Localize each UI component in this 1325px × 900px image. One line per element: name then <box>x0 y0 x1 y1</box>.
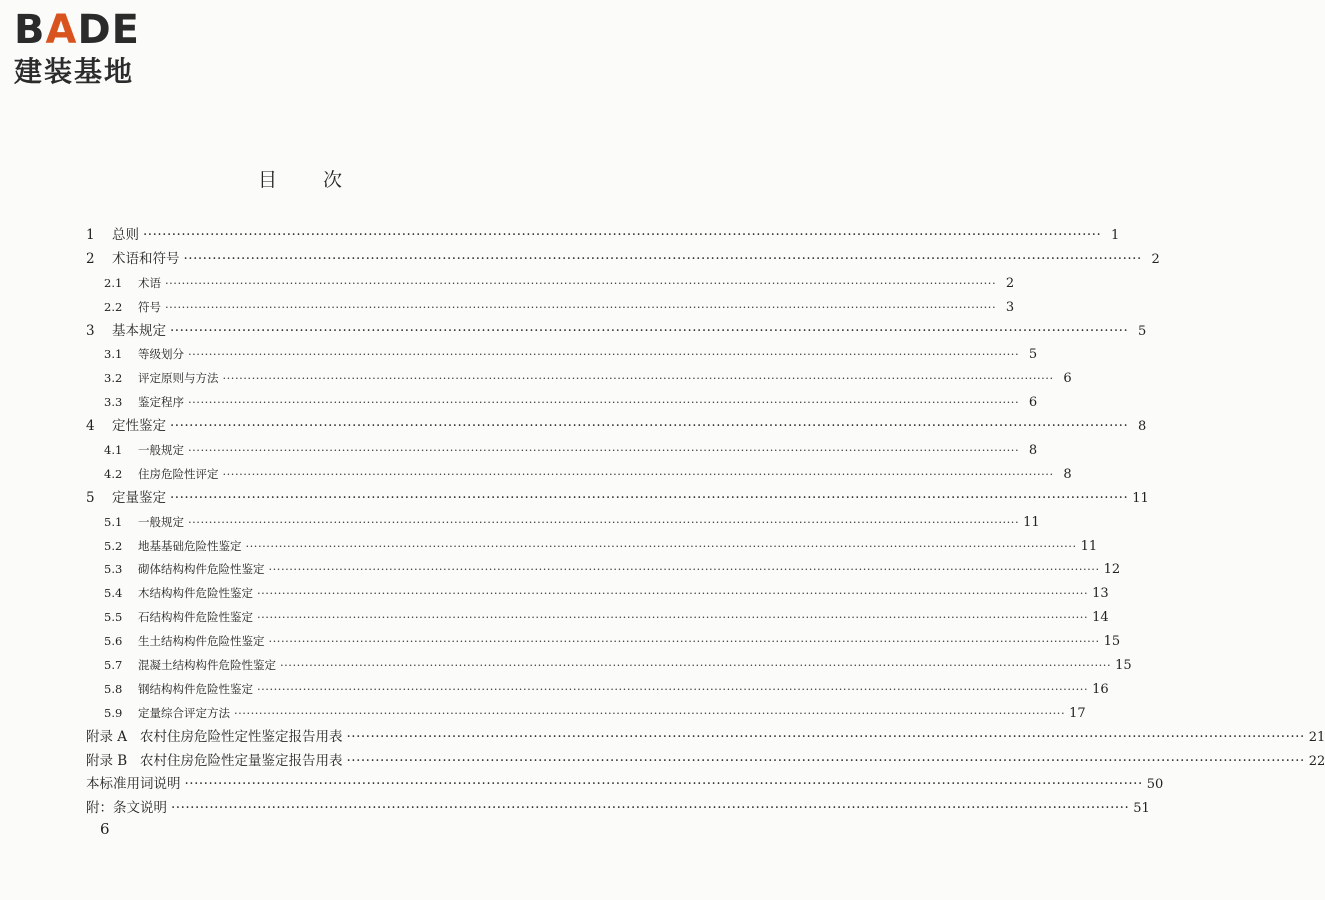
toc-entry-label: 术语 <box>138 275 161 290</box>
toc-entry-page: 12 <box>1103 562 1121 578</box>
toc-entry[interactable] <box>86 296 1015 320</box>
toc-entry[interactable] <box>86 511 1040 535</box>
toc-entry[interactable] <box>86 654 1132 678</box>
toc-entry-label: 钢结构构件危险性鉴定 <box>138 681 253 696</box>
toc-entry[interactable] <box>86 750 1325 774</box>
toc-leader-dots: ········································································································································································································ <box>184 776 1143 793</box>
toc-entry-page: 50 <box>1146 777 1164 793</box>
toc-entry-page: 11 <box>1132 490 1149 506</box>
toc-entry[interactable] <box>86 487 1149 511</box>
toc-entry[interactable] <box>86 773 1164 797</box>
toc-entry-label: 木结构构件危险性鉴定 <box>138 586 253 601</box>
toc-leader-dots: ········································································································································································································ <box>171 800 1130 817</box>
toc-leader-dots: ········································································································································································································ <box>222 466 1054 481</box>
toc-entry-number: 5.1 <box>104 514 123 529</box>
toc-entry-page: 22 <box>1308 753 1325 769</box>
toc-entry-page: 5 <box>1028 347 1038 363</box>
toc-entry-page: 8 <box>1137 419 1147 435</box>
page-number: 6 <box>100 820 110 838</box>
toc-leader-dots: ········································································································································································································ <box>257 610 1089 625</box>
toc-entry-page: 16 <box>1092 681 1109 697</box>
toc-entry-number: 3 <box>86 322 95 339</box>
toc-entry-label: 地基基础危险性鉴定 <box>138 538 242 553</box>
toc-entry-page: 51 <box>1133 801 1150 817</box>
toc-leader-dots: ········································································································································································································ <box>346 752 1305 769</box>
toc-entry-label: 住房危险性评定 <box>138 466 219 481</box>
toc-entry[interactable] <box>86 367 1072 391</box>
toc-entry-number: 5.9 <box>104 705 123 720</box>
toc-entry-page: 17 <box>1069 705 1086 721</box>
toc-entry-page: 8 <box>1028 443 1038 459</box>
toc-leader-dots: ········································································································································································································ <box>183 250 1142 267</box>
toc-entry-number: 5.3 <box>104 562 123 577</box>
toc-entry-page: 21 <box>1308 729 1325 745</box>
toc-leader-dots: ········································································································································································································ <box>165 275 997 290</box>
toc-entry[interactable] <box>86 558 1121 582</box>
toc-entry[interactable] <box>86 272 1015 296</box>
table-of-contents <box>86 224 1325 821</box>
toc-entry[interactable] <box>86 678 1109 702</box>
toc-entry-number: 3.2 <box>104 371 123 386</box>
page-title: 目 次 <box>257 169 343 191</box>
toc-entry-page: 14 <box>1092 610 1109 626</box>
toc-entry-label: 本标准用词说明 <box>86 776 181 793</box>
toc-leader-dots: ········································································································································································································ <box>234 705 1066 720</box>
logo <box>14 8 184 90</box>
toc-entry-page: 15 <box>1115 658 1132 674</box>
toc-leader-dots: ········································································································································································································ <box>143 227 1102 243</box>
toc-leader-dots: ········································································································································································································ <box>346 728 1305 745</box>
toc-entry[interactable] <box>86 439 1038 463</box>
toc-entry-number: 5.2 <box>104 538 123 553</box>
toc-entry[interactable] <box>86 582 1109 606</box>
toc-entry-page: 11 <box>1080 538 1098 554</box>
toc-entry[interactable] <box>86 797 1150 821</box>
toc-entry-number: 1 <box>86 227 95 243</box>
toc-entry-label: 评定原则与方法 <box>138 371 219 386</box>
toc-leader-dots: ········································································································································································································ <box>222 371 1054 386</box>
toc-entry[interactable] <box>86 535 1098 559</box>
toc-entry-label: 等级划分 <box>138 347 184 362</box>
toc-entry-page: 2 <box>1151 251 1160 267</box>
toc-entry-label: 总则 <box>112 227 139 243</box>
toc-leader-dots: ········································································································································································································ <box>268 562 1100 577</box>
toc-entry[interactable] <box>86 702 1086 726</box>
toc-entry-number: 附录 A <box>86 728 128 745</box>
toc-leader-dots: ········································································································································································································ <box>188 347 1020 362</box>
toc-entry-label: 定性鉴定 <box>112 418 166 435</box>
toc-entry-label: 附：条文说明 <box>86 800 167 817</box>
toc-leader-dots: ········································································································································································································ <box>165 299 997 314</box>
toc-entry-number: 附录 B <box>86 752 128 769</box>
toc-leader-dots: ········································································································································································································ <box>268 634 1100 649</box>
toc-entry-label: 鉴定程序 <box>138 395 184 410</box>
toc-entry-page: 13 <box>1092 586 1109 602</box>
toc-entry-label: 术语和符号 <box>112 250 180 267</box>
toc-entry-number: 5.6 <box>104 634 123 649</box>
toc-leader-dots: ········································································································································································································ <box>188 443 1020 458</box>
toc-entry-label: 基本规定 <box>112 322 166 339</box>
toc-entry-page: 15 <box>1103 634 1121 650</box>
toc-entry[interactable] <box>86 463 1072 487</box>
toc-entry-number: 2 <box>86 250 95 267</box>
toc-leader-dots: ········································································································································································································ <box>188 395 1020 410</box>
toc-entry-label: 砌体结构构件危险性鉴定 <box>138 562 265 577</box>
toc-entry[interactable] <box>86 224 1120 248</box>
toc-entry-label: 符号 <box>138 299 161 314</box>
logo-wordmark: BADE <box>14 7 140 53</box>
toc-entry[interactable] <box>86 248 1160 272</box>
toc-entry[interactable] <box>86 606 1109 630</box>
toc-entry[interactable] <box>86 630 1121 654</box>
toc-leader-dots: ········································································································································································································ <box>257 586 1089 601</box>
toc-entry[interactable] <box>86 726 1325 750</box>
toc-entry-page: 6 <box>1063 371 1072 387</box>
toc-entry-label: 定量综合评定方法 <box>138 705 230 720</box>
toc-entry-number: 5.5 <box>104 610 123 625</box>
toc-entry-page: 2 <box>1005 275 1015 291</box>
toc-entry-label: 生土结构构件危险性鉴定 <box>138 634 265 649</box>
toc-entry-page: 11 <box>1023 514 1040 530</box>
toc-leader-dots: ········································································································································································································ <box>257 681 1089 696</box>
toc-entry-number: 4.1 <box>104 443 123 458</box>
toc-entry-label: 混凝土结构构件危险性鉴定 <box>138 658 276 673</box>
toc-leader-dots: ········································································································································································································ <box>170 418 1129 435</box>
toc-entry-number: 5.7 <box>104 658 123 673</box>
toc-entry-page: 8 <box>1063 466 1072 482</box>
toc-entry-label: 一般规定 <box>138 514 184 529</box>
toc-leader-dots: ········································································································································································································ <box>245 538 1077 553</box>
toc-entry-label: 农村住房危险性定性鉴定报告用表 <box>140 728 343 745</box>
toc-entry-page: 3 <box>1005 299 1015 315</box>
toc-entry[interactable] <box>86 343 1038 367</box>
toc-entry-number: 2.2 <box>104 299 123 314</box>
toc-entry-number: 2.1 <box>104 275 123 290</box>
toc-entry-number: 5.4 <box>104 586 123 601</box>
toc-entry-label: 石结构构件危险性鉴定 <box>138 610 253 625</box>
toc-entry-number: 4 <box>86 418 95 435</box>
toc-entry[interactable] <box>86 320 1147 344</box>
toc-entry-number: 5 <box>86 489 95 506</box>
toc-entry-page: 5 <box>1137 323 1147 339</box>
toc-entry-label: 定量鉴定 <box>112 489 166 506</box>
toc-entry[interactable] <box>86 391 1038 415</box>
toc-entry-label: 农村住房危险性定量鉴定报告用表 <box>140 752 343 769</box>
toc-leader-dots: ········································································································································································································ <box>170 322 1129 339</box>
toc-leader-dots: ········································································································································································································ <box>170 489 1129 506</box>
toc-leader-dots: ········································································································································································································ <box>280 658 1112 673</box>
toc-entry[interactable] <box>86 415 1147 439</box>
toc-entry-number: 3.1 <box>104 347 123 362</box>
toc-entry-number: 3.3 <box>104 395 123 410</box>
toc-entry-number: 4.2 <box>104 466 123 481</box>
logo-subtitle: 建装基地 <box>14 55 135 88</box>
toc-leader-dots: ········································································································································································································ <box>188 514 1020 529</box>
toc-entry-label: 一般规定 <box>138 443 184 458</box>
toc-entry-page: 1 <box>1110 228 1120 243</box>
toc-entry-number: 5.8 <box>104 681 123 696</box>
toc-entry-page: 6 <box>1028 395 1038 411</box>
